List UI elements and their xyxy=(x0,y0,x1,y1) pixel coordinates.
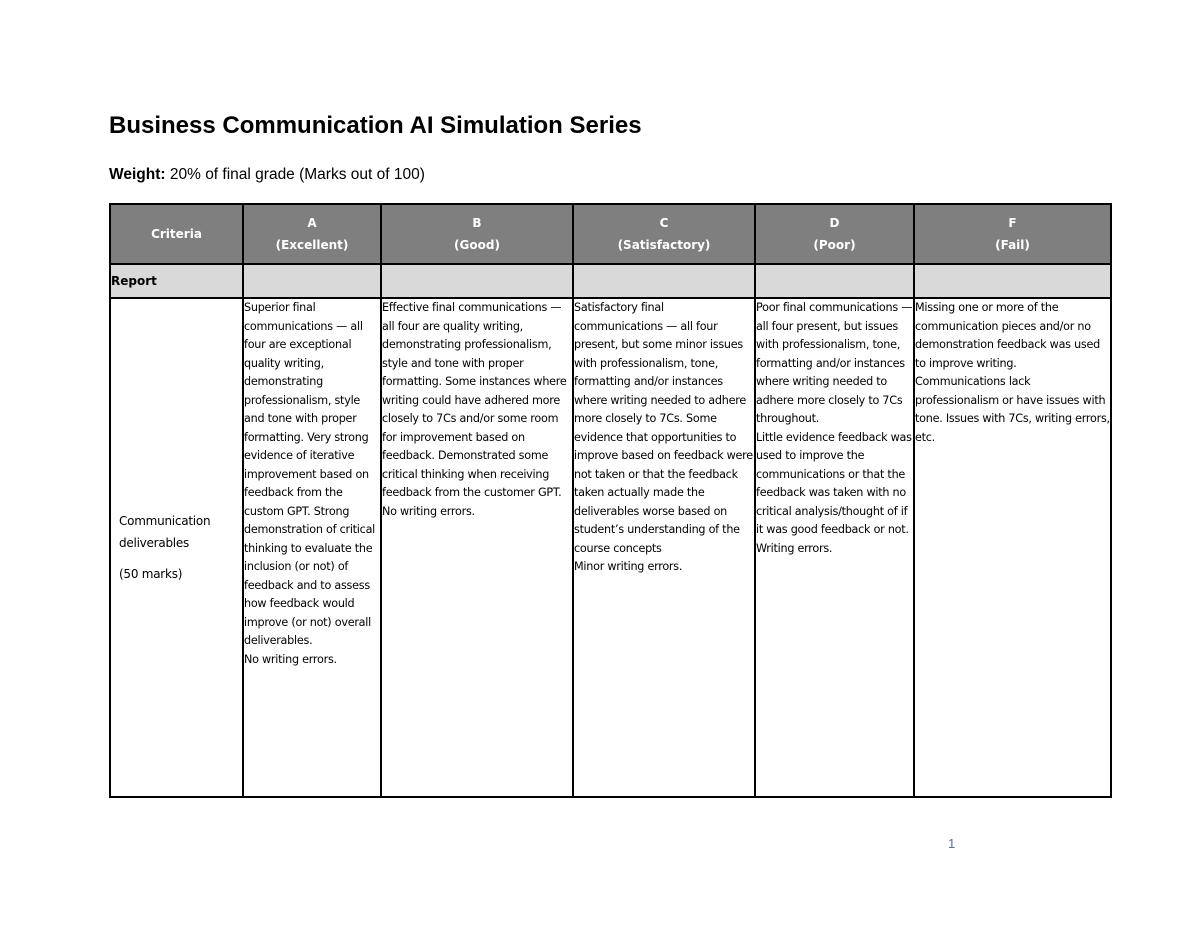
grade-c-errors: Minor writing errors. xyxy=(574,560,683,573)
grade-a-errors: No writing errors. xyxy=(244,652,337,666)
rubric-header-row xyxy=(110,204,1111,264)
section-empty-cell xyxy=(573,264,755,298)
grade-d-description xyxy=(755,298,914,797)
section-empty-cell xyxy=(381,264,573,298)
criteria-cell xyxy=(110,298,243,797)
page-number: 1 xyxy=(948,836,956,851)
section-row-report xyxy=(110,264,1111,298)
grade-b-description xyxy=(381,298,573,797)
header-grade-c xyxy=(573,204,755,264)
document-title: Business Communication AI Simulation Series xyxy=(109,112,642,139)
header-grade-f-desc: (Fail) xyxy=(995,238,1030,252)
header-grade-c-desc: (Satisfactory) xyxy=(617,238,711,252)
criteria-title-line2: deliverables xyxy=(119,536,190,550)
header-grade-a-desc: (Excellent) xyxy=(275,238,349,252)
weight-label: Weight: xyxy=(109,166,166,183)
rubric-table xyxy=(109,203,1112,798)
section-empty-cell xyxy=(914,264,1111,298)
header-grade-f xyxy=(914,204,1111,264)
weight-text: 20% of final grade (Marks out of 100) xyxy=(169,166,425,183)
grade-d-errors: Writing errors. xyxy=(756,541,833,555)
section-empty-cell xyxy=(755,264,914,298)
header-grade-f-letter: F xyxy=(1008,216,1017,230)
grade-a-text: Superior final communications — all four are exceptional quality writing, demonstrating professionalism, style and tone with proper formatting. Very strong evidence of iterative improvement based on feedback from the custom GPT. Strong demonstration of critical thinking to evaluate the inclusion (or not) of feedback and to assess how feedback would improve (or not) overall deliverables. xyxy=(244,301,376,647)
grade-b-text: Effective final communications — all four are quality writing, demonstrating professionalism, style and tone with proper formatting. Some instances where writing could have adhered more closely to 7Cs and/or some room for improvement based on feedback. Demonstrated some critical thinking when receiving feedback from the customer GPT. xyxy=(382,301,567,499)
grade-c-description xyxy=(573,298,755,797)
header-grade-b-desc: (Good) xyxy=(454,238,500,252)
header-grade-a xyxy=(243,204,381,264)
grade-c-text: Satisfactory final communications — all four present, but some minor issues with professionalism, tone, formatting and/or instances where writing needed to adhere more closely to 7Cs. Some evidence that opportunities to improve based on feedback were not taken or that the feedback taken actually made the deliverables worse based on student’s understanding of the course concepts xyxy=(574,301,753,555)
grade-a-description xyxy=(243,298,381,797)
header-grade-b-letter: B xyxy=(472,216,482,230)
criteria-title-line1: Communication xyxy=(119,514,211,528)
header-grade-d-letter: D xyxy=(829,216,840,230)
header-criteria xyxy=(110,204,243,264)
criteria-marks: (50 marks) xyxy=(119,567,183,581)
header-grade-b xyxy=(381,204,573,264)
grade-f-text: Missing one or more of the communication pieces and/or no demonstration feedback was used to improve writing. Communications lack professionalism or have issues with tone. Issues with 7Cs, writing errors, etc. xyxy=(915,301,1110,444)
grade-f-description xyxy=(914,298,1111,797)
table-row xyxy=(110,298,1111,797)
header-grade-d xyxy=(755,204,914,264)
grade-d-feedback: Little evidence feedback was used to improve the communications or that the feedback was taken with no critical analysis/thought of if it was good feedback or not. xyxy=(756,430,912,536)
grade-b-errors: No writing errors. xyxy=(382,504,475,518)
header-criteria-label: Criteria xyxy=(151,227,202,241)
section-label: Report xyxy=(110,264,243,298)
header-grade-c-letter: C xyxy=(659,216,669,230)
header-grade-d-desc: (Poor) xyxy=(813,238,856,252)
grade-d-text: Poor final communications — all four present, but issues with professionalism, tone, formatting and/or instances where writing needed to adhere more closely to 7Cs throughout. xyxy=(756,301,913,425)
weight-line xyxy=(109,166,425,184)
section-empty-cell xyxy=(243,264,381,298)
header-grade-a-letter: A xyxy=(307,216,317,230)
